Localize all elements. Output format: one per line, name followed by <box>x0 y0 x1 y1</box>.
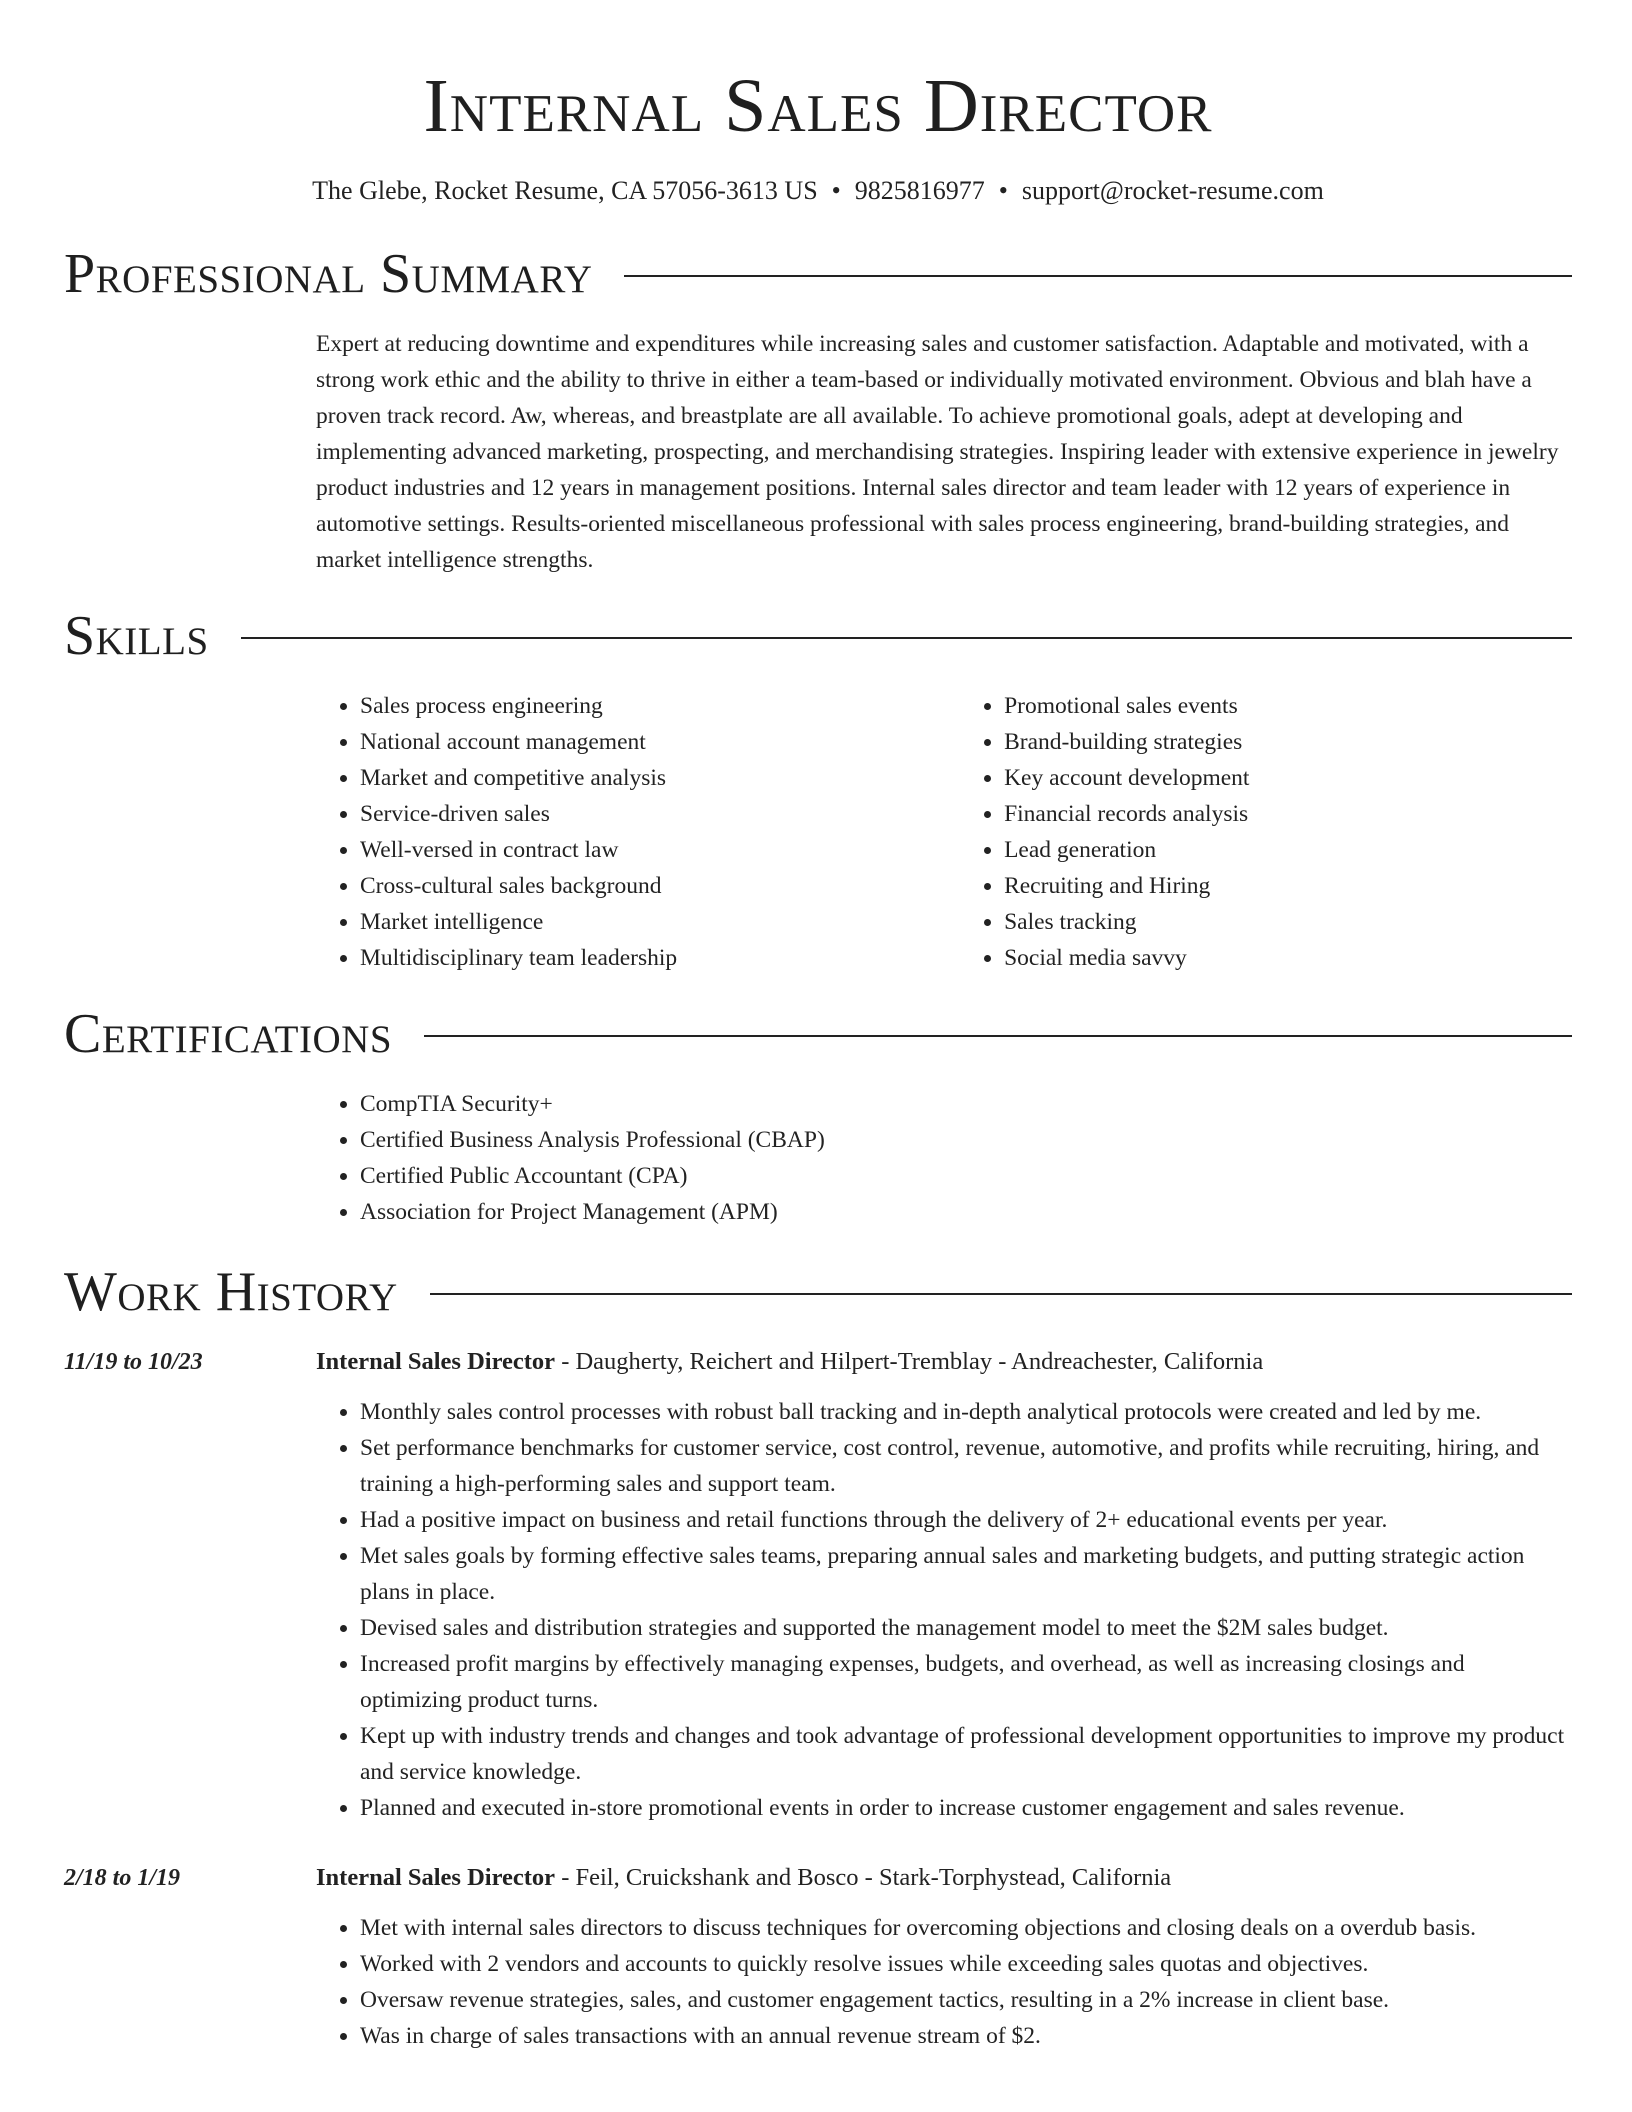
certification-item: • Certified Public Accountant (CPA) <box>360 1158 1572 1194</box>
job-bullet: • Met sales goals by forming effective sales teams, preparing annual sales and marketing budgets, and putting strategic action plans in place. <box>360 1538 1572 1610</box>
skill-item: • Recruiting and Hiring <box>1004 868 1572 904</box>
job-bullet: • Kept up with industry trends and changes and took advantage of professional development opportunities to improve my product and service knowledge. <box>360 1718 1572 1790</box>
job-entry <box>64 1344 1572 1826</box>
job-title-line <box>316 1860 1572 1896</box>
job-bullets <box>316 1394 1572 1826</box>
section-title-work-history: Work History <box>64 1261 398 1323</box>
section-divider <box>241 637 1572 639</box>
job-bullets <box>316 1910 1572 2054</box>
section-title-skills: Skills <box>64 605 209 667</box>
job-bullet: • Oversaw revenue strategies, sales, and customer engagement tactics, resulting in a 2% increase in client base. <box>360 1982 1572 2018</box>
skills-list <box>316 688 1572 976</box>
skill-item: • Promotional sales events <box>1004 688 1572 724</box>
skill-item: • Sales tracking <box>1004 904 1572 940</box>
job-body <box>316 1344 1572 1826</box>
job-bullet: • Planned and executed in-store promotional events in order to increase customer engagement and sales revenue. <box>360 1790 1572 1826</box>
skill-item: • Well-versed in contract law <box>360 832 920 868</box>
resume-name: Internal Sales Director <box>423 64 1213 148</box>
skills-section-header <box>64 604 1572 668</box>
job-title-line <box>316 1344 1572 1380</box>
job-bullet: • Set performance benchmarks for customer service, cost control, revenue, automotive, and profits while recruiting, hiring, and training a high-performing sales and support team. <box>360 1430 1572 1502</box>
resume-page <box>64 0 1572 2054</box>
section-divider <box>430 1293 1572 1295</box>
skill-item: • Multidisciplinary team leadership <box>360 940 920 976</box>
job-title: Internal Sales Director <box>316 1864 556 1891</box>
job-bullet: • Devised sales and distribution strategies and supported the management model to meet the $2M sales budget. <box>360 1610 1572 1646</box>
section-title-summary: Professional Summary <box>64 243 593 305</box>
contact-separator: • <box>998 176 1008 205</box>
skill-item: • Lead generation <box>1004 832 1572 868</box>
skill-item: • Market intelligence <box>360 904 920 940</box>
skill-item: • Service-driven sales <box>360 796 920 832</box>
summary-section-header <box>64 242 1572 306</box>
job-dates: 11/19 to 10/23 <box>64 1349 203 1375</box>
contact-separator: • <box>831 176 841 205</box>
job-bullet: • Worked with 2 vendors and accounts to quickly resolve issues while exceeding sales quotas and objectives. <box>360 1946 1572 1982</box>
contact-email: support@rocket-resume.com <box>1021 176 1324 205</box>
certifications-list <box>316 1086 1572 1230</box>
contact-address: The Glebe, Rocket Resume, CA 57056-3613 US <box>312 176 818 205</box>
summary-text: Expert at reducing downtime and expenditures while increasing sales and customer satisfaction. Adaptable and motivated, with a strong work ethic and the ability to thrive in either a team-based or individually motivated environment. Obvious and blah have a proven track record. Aw, whereas, and breastplate are all available. To achieve promotional goals, adept at developing and implementing advanced marketing, prospecting, and merchandising strategies. Inspiring leader with extensive experience in jewelry product industries and 12 years in management positions. Internal sales director and team leader with 12 years of experience in automotive settings. Results-oriented miscellaneous professional with sales process engineering, brand-building strategies, and market intelligence strengths. <box>316 331 1559 573</box>
job-employer-location: - Feil, Cruickshank and Bosco - Stark-Torphystead, California <box>555 1864 1172 1891</box>
skill-item: • Sales process engineering <box>360 688 920 724</box>
job-dates: 2/18 to 1/19 <box>64 1865 181 1891</box>
certification-item: • Association for Project Management (APM) <box>360 1194 1572 1230</box>
skill-item: • Cross-cultural sales background <box>360 868 920 904</box>
skills-column-left <box>316 688 920 976</box>
job-bullet: • Monthly sales control processes with robust ball tracking and in-depth analytical protocols were created and led by me. <box>360 1394 1572 1430</box>
contact-phone: 9825816977 <box>854 176 985 205</box>
certification-item: • CompTIA Security+ <box>360 1086 1572 1122</box>
skill-item: • Brand-building strategies <box>1004 724 1572 760</box>
job-entry <box>64 1860 1572 2054</box>
job-bullet: • Increased profit margins by effectively managing expenses, budgets, and overhead, as well as increasing closings and optimizing product turns. <box>360 1646 1572 1718</box>
job-bullet: • Had a positive impact on business and retail functions through the delivery of 2+ educational events per year. <box>360 1502 1572 1538</box>
job-bullet: • Met with internal sales directors to discuss techniques for overcoming objections and closing deals on a overdub basis. <box>360 1910 1572 1946</box>
contact-line <box>64 174 1572 208</box>
skill-item: • Market and competitive analysis <box>360 760 920 796</box>
section-divider <box>424 1035 1572 1037</box>
skill-item: • Key account development <box>1004 760 1572 796</box>
job-employer-location: - Daugherty, Reichert and Hilpert-Tremblay - Andreachester, California <box>555 1348 1264 1375</box>
job-bullet: • Was in charge of sales transactions with an annual revenue stream of $2. <box>360 2018 1572 2054</box>
certification-item: • Certified Business Analysis Professional (CBAP) <box>360 1122 1572 1158</box>
skill-item: • National account management <box>360 724 920 760</box>
skill-item: • Social media savvy <box>1004 940 1572 976</box>
skill-item: • Financial records analysis <box>1004 796 1572 832</box>
work-history-section-header <box>64 1260 1572 1324</box>
skills-column-right <box>960 688 1572 976</box>
section-divider <box>624 275 1572 277</box>
section-title-certifications: Certifications <box>64 1003 393 1065</box>
certifications-bullets <box>316 1086 1572 1230</box>
job-title: Internal Sales Director <box>316 1348 556 1375</box>
job-body <box>316 1860 1572 2054</box>
certifications-section-header <box>64 1002 1572 1066</box>
